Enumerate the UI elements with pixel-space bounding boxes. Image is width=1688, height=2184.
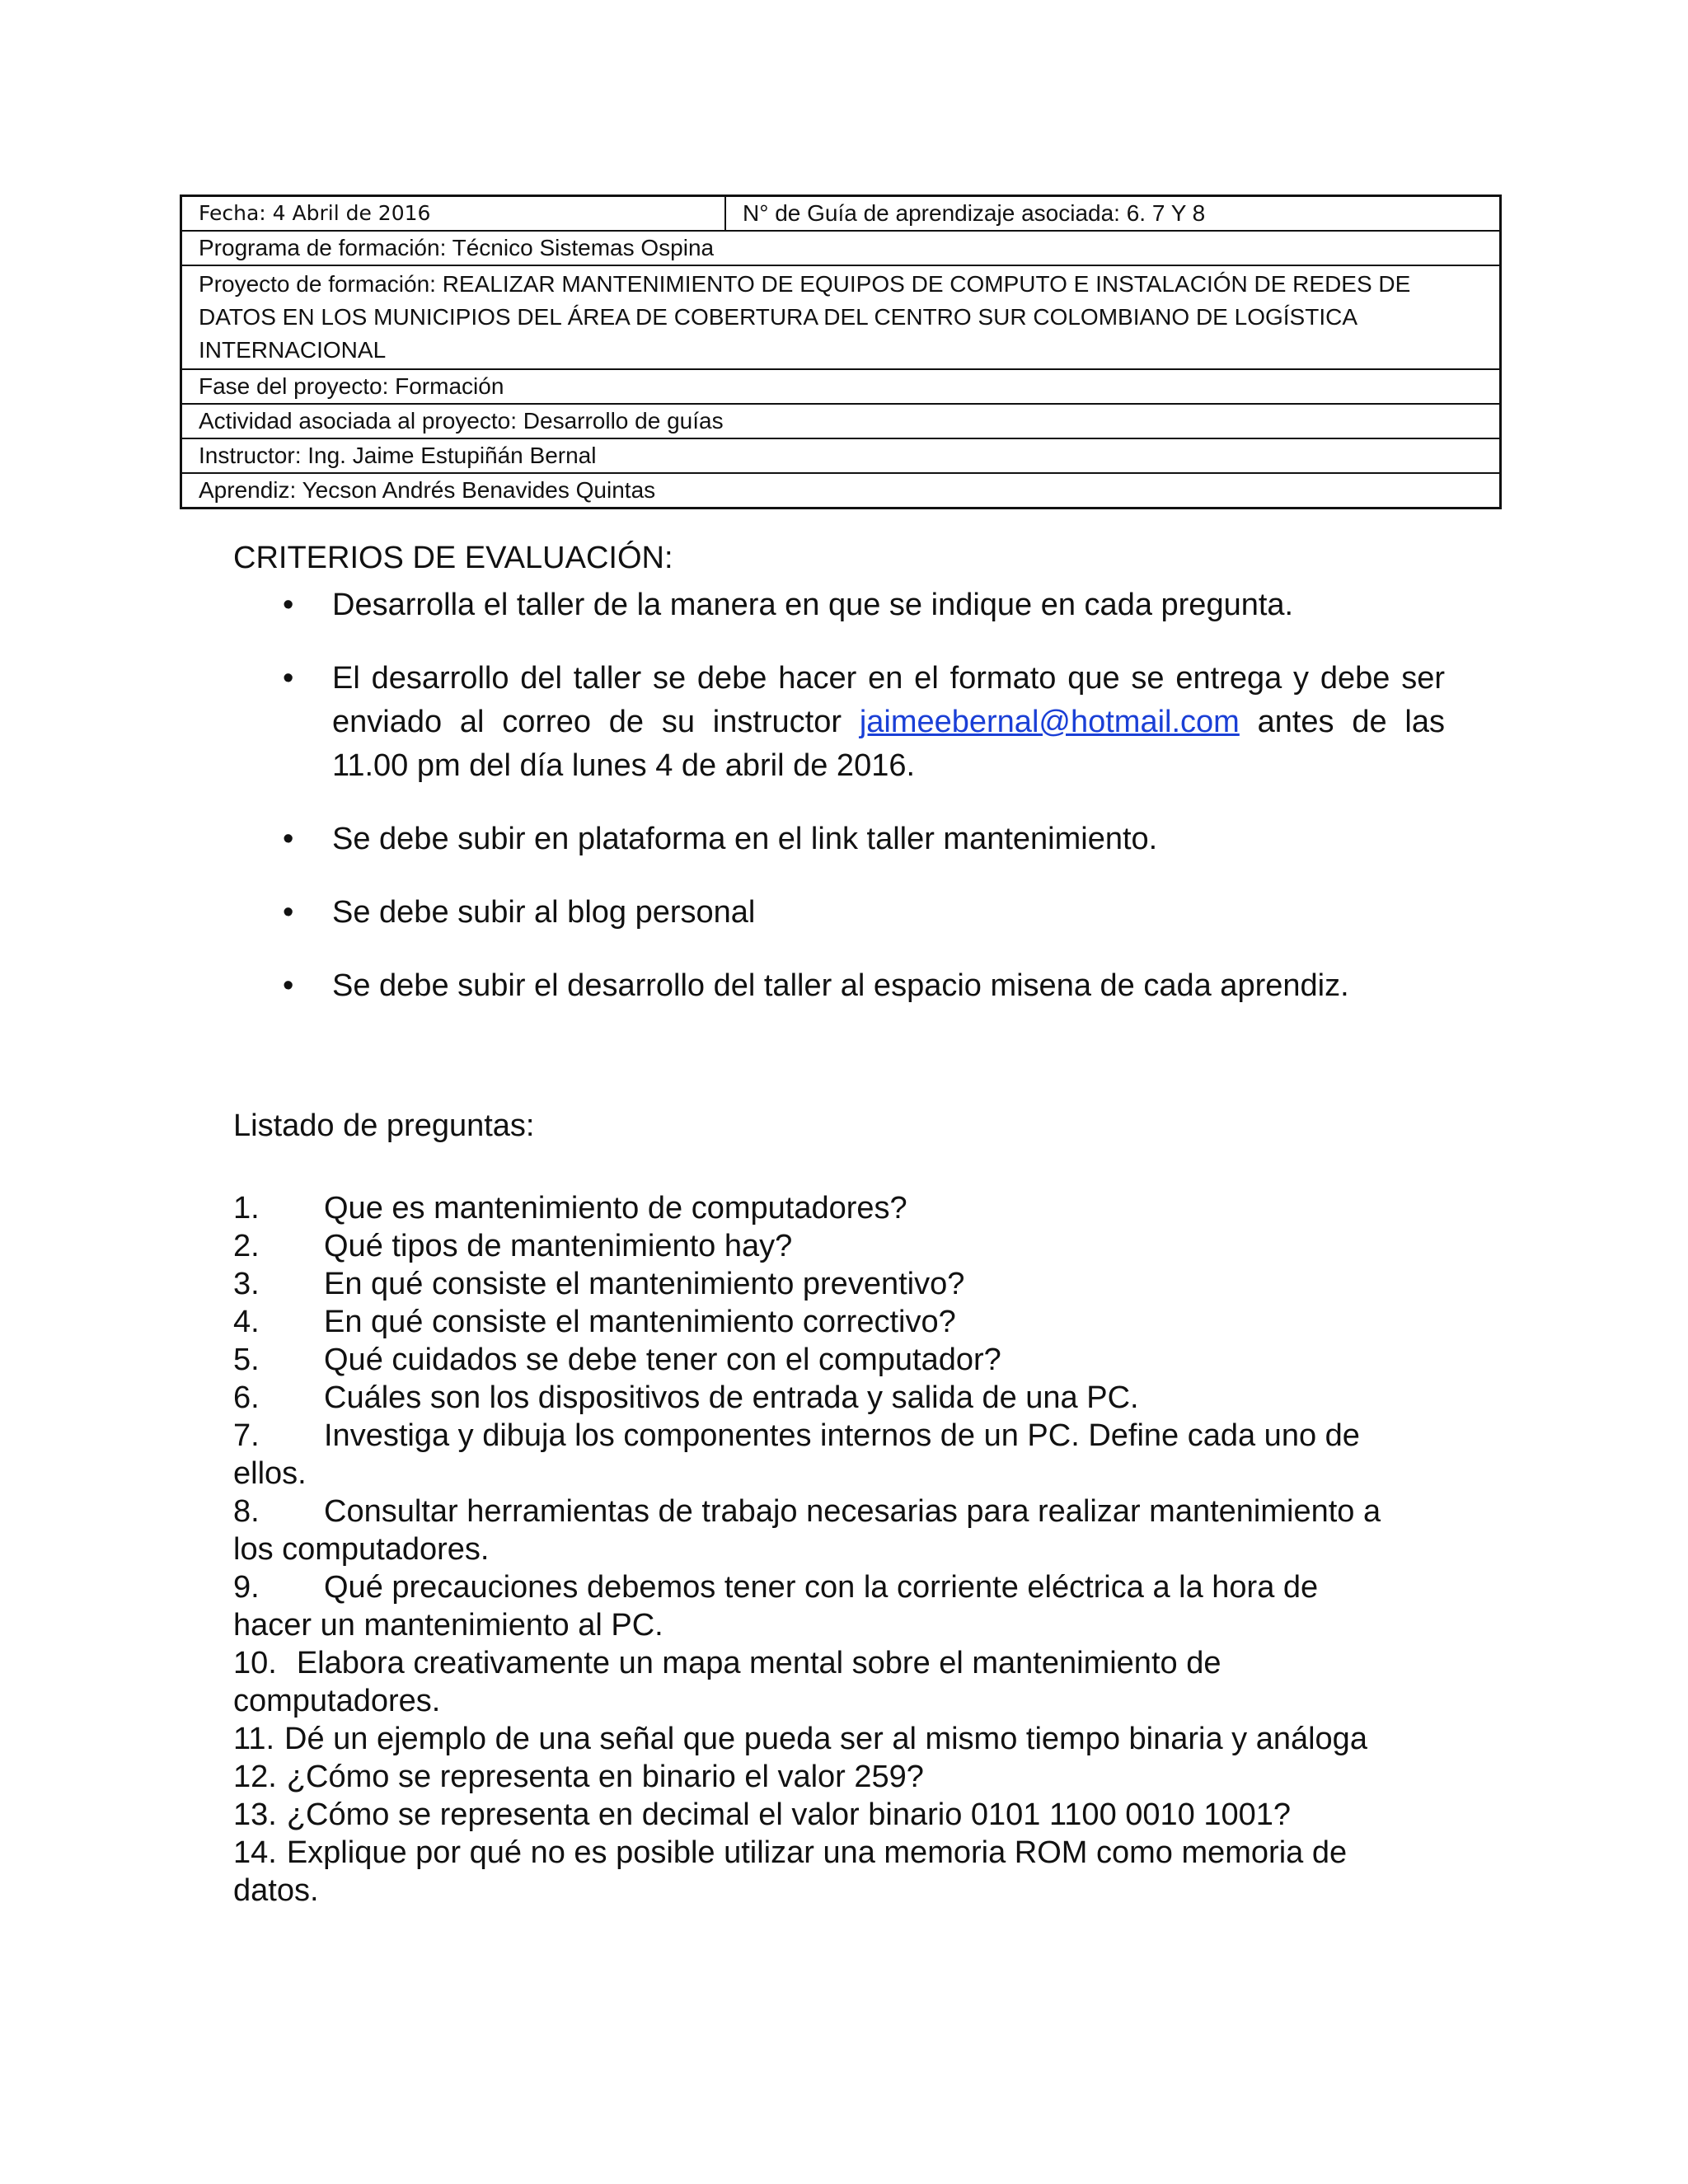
actividad-row: Actividad asociada al proyecto: Desarrollo de guías — [182, 403, 1499, 438]
criterio-text: Desarrolla el taller de la manera en que se indique en cada pregunta. — [332, 588, 1294, 622]
preguntas-list — [233, 1189, 1453, 1910]
programa-row: Programa de formación: Técnico Sistemas Ospina — [182, 230, 1499, 265]
question-text: Dé un ejemplo de una señal que pueda ser al mismo tiempo binaria y análoga — [284, 1722, 1367, 1756]
criterios-list — [233, 583, 1445, 1038]
question-text: ¿Cómo se representa en decimal el valor binario 0101 1100 0010 1001? — [286, 1797, 1292, 1832]
question-number: 4. — [233, 1305, 260, 1339]
question-text: En qué consiste el mantenimiento correctivo? — [324, 1305, 956, 1339]
aprendiz-row: Aprendiz: Yecson Andrés Benavides Quintas — [182, 472, 1499, 507]
question-number: 8. — [233, 1494, 260, 1529]
question-text: Cuáles son los dispositivos de entrada y salida de una PC. — [324, 1380, 1139, 1415]
question-item — [233, 1227, 1453, 1265]
question-continuation: hacer un mantenimiento al PC. — [233, 1608, 663, 1643]
question-number: 11. — [233, 1722, 275, 1756]
question-number: 10. — [233, 1646, 277, 1680]
question-number: 5. — [233, 1343, 260, 1377]
bullet-icon: • — [283, 822, 294, 856]
question-text: Elabora creativamente un mapa mental sobre el mantenimiento de — [296, 1646, 1221, 1680]
question-text: Que es mantenimiento de computadores? — [324, 1191, 907, 1226]
list-item — [233, 891, 1445, 935]
header-row-date — [182, 197, 1499, 230]
question-text: En qué consiste el mantenimiento preventivo? — [324, 1267, 965, 1301]
question-number: 13. — [233, 1797, 277, 1832]
question-text: ¿Cómo se representa en binario el valor 259? — [286, 1760, 924, 1794]
question-item — [233, 1720, 1453, 1758]
question-number: 1. — [233, 1191, 260, 1226]
header-table — [180, 194, 1502, 509]
criterio-text-tail: antes de las 11.00 pm del día lunes 4 de abril de 2016. — [332, 705, 1445, 783]
question-item — [233, 1379, 1453, 1417]
question-item — [233, 1303, 1453, 1341]
question-text: Investiga y dibuja los componentes internos de un PC. Define cada uno de — [324, 1418, 1360, 1453]
list-item — [233, 818, 1445, 861]
criterios-title: CRITERIOS DE EVALUACIÓN: — [233, 541, 673, 575]
list-item — [233, 583, 1445, 627]
question-item — [233, 1341, 1453, 1379]
list-item — [233, 657, 1445, 788]
bullet-icon: • — [283, 588, 294, 622]
criterio-text: Se debe subir en plataforma en el link taller mantenimiento. — [332, 822, 1158, 856]
bullet-icon: • — [283, 895, 294, 930]
question-number: 3. — [233, 1267, 260, 1301]
question-text: Qué precauciones debemos tener con la corriente eléctrica a la hora de — [324, 1570, 1319, 1605]
question-continuation: datos. — [233, 1873, 319, 1908]
proyecto-row: Proyecto de formación: REALIZAR MANTENIMIENTO DE EQUIPOS DE COMPUTO E INSTALACIÓN DE REDES DE DATOS EN LOS MUNICIPIOS DEL ÁREA DE COBERTURA DEL CENTRO SUR COLOMBIANO DE LOGÍSTICA INTERNACIONAL — [182, 265, 1499, 368]
question-item — [233, 1417, 1453, 1455]
criterio-text: El desarrollo del taller se debe hacer en el formato que se entrega y debe ser enviado al correo de su instructor — [332, 661, 1445, 739]
question-text: Qué tipos de mantenimiento hay? — [324, 1229, 793, 1263]
fase-row: Fase del proyecto: Formación — [182, 368, 1499, 403]
bullet-icon: • — [283, 661, 294, 696]
question-text: Consultar herramientas de trabajo necesarias para realizar mantenimiento a — [324, 1494, 1381, 1529]
question-number: 2. — [233, 1229, 260, 1263]
question-item — [233, 1758, 1453, 1796]
bullet-icon: • — [283, 968, 294, 1003]
question-item — [233, 1834, 1453, 1872]
fecha-cell: Fecha: 4 Abril de 2016 — [182, 197, 726, 230]
criterio-text: Se debe subir el desarrollo del taller al espacio misena de cada aprendiz. — [332, 968, 1349, 1003]
question-text: Explique por qué no es posible utilizar una memoria ROM como memoria de — [286, 1835, 1348, 1870]
question-continuation: computadores. — [233, 1684, 441, 1718]
preguntas-title: Listado de preguntas: — [233, 1108, 535, 1143]
question-number: 9. — [233, 1570, 260, 1605]
instructor-row: Instructor: Ing. Jaime Estupiñán Bernal — [182, 438, 1499, 472]
criterio-text: Se debe subir al blog personal — [332, 895, 756, 930]
question-item — [233, 1265, 1453, 1303]
question-item — [233, 1796, 1453, 1834]
question-number: 12. — [233, 1760, 277, 1794]
question-text: Qué cuidados se debe tener con el computador? — [324, 1343, 1001, 1377]
question-item — [233, 1644, 1453, 1682]
question-number: 7. — [233, 1418, 260, 1453]
email-link[interactable]: jaimeebernal@hotmail.com — [859, 705, 1240, 739]
question-number: 14. — [233, 1835, 277, 1870]
guia-cell: N° de Guía de aprendizaje asociada: 6. 7 Y 8 — [743, 200, 1206, 226]
list-item — [233, 964, 1445, 1008]
question-continuation: ellos. — [233, 1456, 307, 1491]
question-number: 6. — [233, 1380, 260, 1415]
question-continuation: los computadores. — [233, 1532, 490, 1567]
question-item — [233, 1493, 1453, 1530]
question-item — [233, 1568, 1453, 1606]
question-item — [233, 1189, 1453, 1227]
